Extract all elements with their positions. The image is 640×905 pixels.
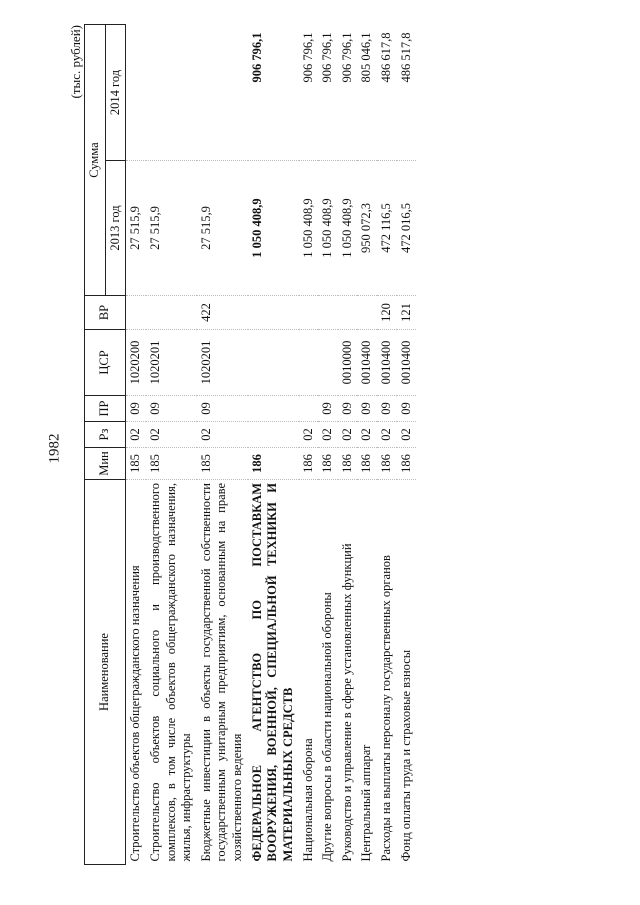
rotated-page-content xyxy=(60,25,560,865)
cell-sum-2014 xyxy=(146,25,197,161)
cell-vr xyxy=(146,296,197,330)
cell-rz: 02 xyxy=(397,422,417,448)
cell-min: 185 xyxy=(146,448,197,480)
cell-name: Фонд оплаты труда и страховые взносы xyxy=(398,649,413,862)
table-row xyxy=(197,25,248,865)
cell-sum-2014: 906 796,1 xyxy=(248,25,299,161)
table-body xyxy=(126,25,417,865)
cell-csr xyxy=(299,330,319,396)
cell-name: Национальная оборона xyxy=(300,738,315,862)
cell-pr xyxy=(299,396,319,422)
cell-name: ФЕДЕРАЛЬНОЕ АГЕНТСТВО ПО ПОСТАВКАМ ВООРУЖЕНИЯ, ВОЕННОЙ, СПЕЦИАЛЬНОЙ ТЕХНИКИ И МАТЕРИАЛЬНЫХ СРЕДСТВ xyxy=(249,483,295,862)
cell-sum-2013: 1 050 408,9 xyxy=(338,161,358,296)
cell-min: 186 xyxy=(318,448,338,480)
cell-csr: 1020201 xyxy=(146,330,197,396)
cell-name: Другие вопросы в области национальной обороны xyxy=(320,592,335,862)
cell-min: 186 xyxy=(248,448,299,480)
cell-rz xyxy=(248,422,299,448)
page-number: 1982 xyxy=(46,433,63,464)
cell-sum-2014: 906 796,1 xyxy=(318,25,338,161)
cell-sum-2014: 906 796,1 xyxy=(338,25,358,161)
cell-name: Центральный аппарат xyxy=(359,744,374,862)
cell-pr: 09 xyxy=(338,396,358,422)
units-label: (тыс. рублей) xyxy=(68,25,83,99)
cell-sum-2014: 906 796,1 xyxy=(299,25,319,161)
cell-sum-2013: 472 116,5 xyxy=(377,161,397,296)
cell-pr: 09 xyxy=(146,396,197,422)
header-name: Наименование xyxy=(85,480,126,865)
cell-vr xyxy=(248,296,299,330)
table-row xyxy=(357,25,377,865)
table-header xyxy=(85,25,126,865)
cell-pr: 09 xyxy=(377,396,397,422)
cell-vr: 120 xyxy=(377,296,397,330)
budget-table xyxy=(84,24,416,865)
header-year-2014: 2014 год xyxy=(105,25,126,161)
cell-name: Строительство объектов общегражданского назначения xyxy=(128,565,143,862)
table-row xyxy=(126,25,146,865)
cell-pr: 09 xyxy=(126,396,146,422)
cell-name: Руководство и управление в сфере установленных функций xyxy=(339,543,354,862)
table-row xyxy=(146,25,197,865)
cell-min: 185 xyxy=(197,448,248,480)
cell-rz: 02 xyxy=(126,422,146,448)
cell-rz: 02 xyxy=(338,422,358,448)
cell-pr: 09 xyxy=(397,396,417,422)
cell-min: 186 xyxy=(377,448,397,480)
cell-name: Строительство объектов социального и производственного комплексов, в том числе объектов общегражданского назначения, жилья, инфраструктуры xyxy=(147,483,194,862)
cell-csr: 0010400 xyxy=(397,330,417,396)
header-min: Мин xyxy=(85,448,126,480)
cell-rz: 02 xyxy=(299,422,319,448)
cell-min: 185 xyxy=(126,448,146,480)
cell-pr xyxy=(248,396,299,422)
cell-csr: 1020200 xyxy=(126,330,146,396)
cell-rz: 02 xyxy=(197,422,248,448)
cell-sum-2013: 1 050 408,9 xyxy=(299,161,319,296)
cell-min: 186 xyxy=(299,448,319,480)
table-row xyxy=(397,25,417,865)
cell-sum-2013: 472 016,5 xyxy=(397,161,417,296)
cell-sum-2013: 27 515,9 xyxy=(146,161,197,296)
cell-rz: 02 xyxy=(357,422,377,448)
cell-sum-2014 xyxy=(126,25,146,161)
cell-csr xyxy=(318,330,338,396)
cell-sum-2013: 27 515,9 xyxy=(126,161,146,296)
cell-vr: 121 xyxy=(397,296,417,330)
cell-rz: 02 xyxy=(146,422,197,448)
table-row xyxy=(248,25,299,865)
cell-csr xyxy=(248,330,299,396)
cell-sum-2014: 805 046,1 xyxy=(357,25,377,161)
cell-name: Расходы на выплаты персоналу государственных органов xyxy=(379,555,393,862)
cell-csr: 1020201 xyxy=(197,330,248,396)
cell-vr xyxy=(126,296,146,330)
cell-min: 186 xyxy=(397,448,417,480)
cell-sum-2013: 950 072,3 xyxy=(357,161,377,296)
cell-min: 186 xyxy=(357,448,377,480)
cell-pr: 09 xyxy=(318,396,338,422)
cell-sum-2014 xyxy=(197,25,248,161)
cell-vr: 422 xyxy=(197,296,248,330)
cell-rz: 02 xyxy=(377,422,397,448)
header-rz: Рз xyxy=(85,422,126,448)
cell-name: Бюджетные инвестиции в объекты государственной собственности государственным унитарным предприятиям, основанным на праве хозяйственного ведения xyxy=(198,483,244,862)
cell-vr xyxy=(318,296,338,330)
header-csr: ЦСР xyxy=(85,330,126,396)
table-row xyxy=(299,25,319,865)
cell-vr xyxy=(338,296,358,330)
cell-vr xyxy=(357,296,377,330)
cell-rz: 02 xyxy=(318,422,338,448)
cell-csr: 0010400 xyxy=(377,330,397,396)
cell-min: 186 xyxy=(338,448,358,480)
cell-csr: 0010000 xyxy=(338,330,358,396)
header-year-2013: 2013 год xyxy=(105,161,126,296)
cell-vr xyxy=(299,296,319,330)
table-row xyxy=(318,25,338,865)
header-sum: Сумма xyxy=(85,25,106,296)
cell-sum-2013: 1 050 408,9 xyxy=(318,161,338,296)
cell-pr: 09 xyxy=(197,396,248,422)
cell-pr: 09 xyxy=(357,396,377,422)
table-row xyxy=(377,25,397,865)
cell-sum-2014: 486 517,8 xyxy=(397,25,417,161)
cell-csr: 0010400 xyxy=(357,330,377,396)
cell-sum-2013: 1 050 408,9 xyxy=(248,161,299,296)
table-row xyxy=(338,25,358,865)
cell-sum-2014: 486 617,8 xyxy=(377,25,397,161)
header-pr: ПР xyxy=(85,396,126,422)
cell-sum-2013: 27 515,9 xyxy=(197,161,248,296)
header-vr: ВР xyxy=(85,296,126,330)
